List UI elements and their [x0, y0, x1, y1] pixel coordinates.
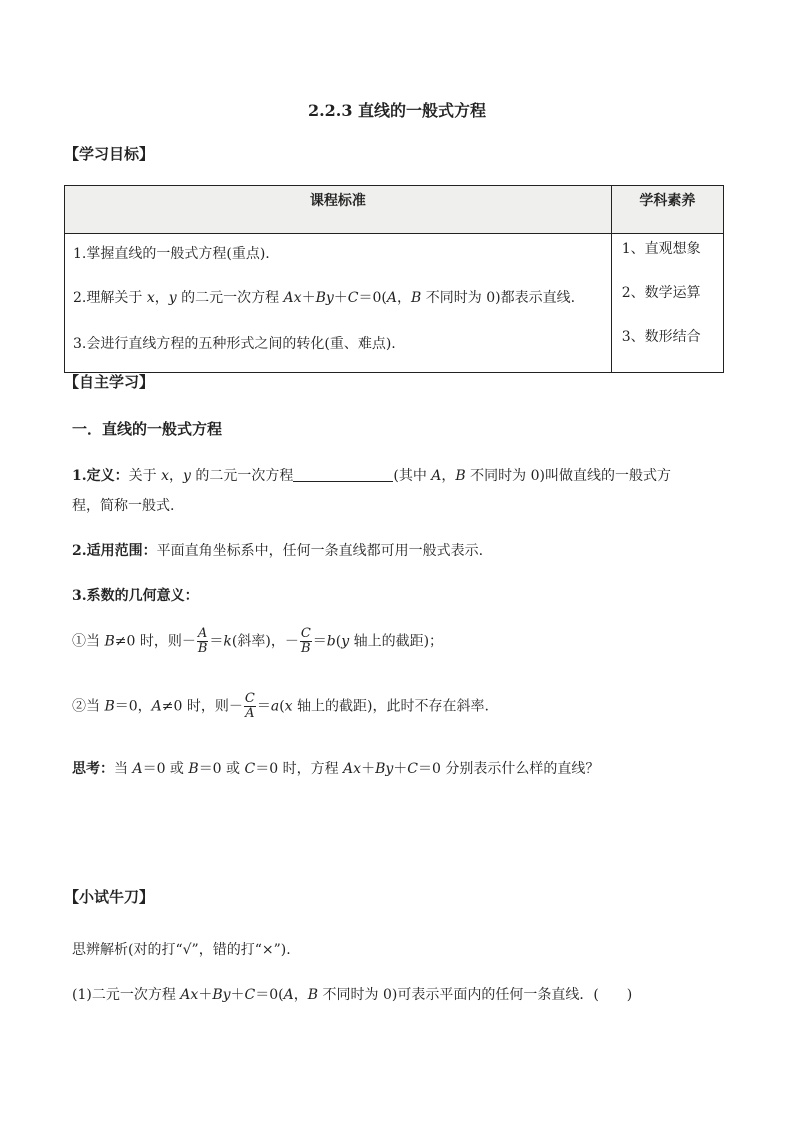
var-x: x — [353, 761, 362, 777]
judge-instruction: 思辨解析(对的打“√”，错的打“×”). — [72, 942, 291, 958]
var-A: A — [151, 698, 162, 715]
var-y: y — [182, 468, 191, 484]
var-C: C — [407, 761, 418, 777]
text-run: 轴上的截距)，此时不存在斜率. — [292, 698, 489, 715]
text-run: ①当 — [72, 633, 105, 650]
section-self-study: 【自主学习】 — [64, 373, 155, 391]
var-A: A — [431, 468, 442, 484]
var-C: C — [244, 987, 256, 1003]
page-title: 2.2.3 直线的一般式方程 — [307, 101, 487, 120]
definition-line-2: 程，简称一般式. — [72, 498, 175, 514]
text-run: ＝0， — [114, 698, 152, 715]
denominator: B — [301, 641, 311, 656]
text-run: ＋ — [361, 761, 376, 777]
literacy-2: 2、数学运算 — [621, 285, 701, 301]
text-run: ＝ — [209, 633, 224, 650]
var-A: A — [283, 290, 294, 306]
var-B: B — [315, 290, 326, 306]
scope-label: 2.适用范围： — [72, 543, 157, 559]
text-run: ( — [335, 633, 342, 650]
literacy-3: 3、数形结合 — [621, 329, 701, 345]
var-x: x — [146, 290, 155, 306]
var-B: B — [375, 761, 386, 777]
standards-cell — [65, 234, 612, 373]
text-run: ， — [397, 290, 412, 306]
var-k: k — [223, 633, 232, 650]
text-run: ＝0 或 — [198, 761, 245, 777]
text-run: (斜率)，－ — [231, 633, 299, 650]
text-run: ， — [293, 987, 308, 1003]
literacy-1: 1、直观想象 — [621, 241, 701, 257]
var-y: y — [385, 761, 394, 777]
text-run: 的二元一次方程 — [190, 468, 294, 484]
text-run: ＝ — [256, 698, 271, 715]
numerator: A — [197, 626, 208, 641]
definition-line-1 — [72, 465, 671, 485]
text-run: ， — [441, 468, 456, 484]
text-run: ≠0 时，则－ — [114, 633, 196, 650]
denominator: A — [245, 706, 255, 721]
var-B: B — [104, 633, 115, 650]
var-A: A — [283, 987, 294, 1003]
var-x: x — [284, 698, 293, 715]
scope-line — [72, 540, 483, 560]
var-x: x — [161, 468, 169, 484]
text-run: 的二元一次方程 — [176, 290, 284, 306]
var-B: B — [188, 761, 199, 777]
var-y: y — [325, 290, 334, 306]
var-C: C — [244, 761, 256, 777]
var-B: B — [411, 290, 422, 306]
var-y: y — [341, 633, 350, 650]
definition-label: 1.定义： — [72, 468, 129, 484]
var-y: y — [222, 987, 231, 1003]
section-objectives: 【学习目标】 — [64, 145, 155, 163]
var-x: x — [190, 987, 199, 1003]
header-standard: 课程标准 — [65, 186, 612, 234]
var-A: A — [180, 987, 191, 1003]
var-B: B — [104, 698, 115, 715]
literacy-cell — [611, 234, 723, 373]
var-B: B — [455, 468, 466, 484]
text-run: ＝0 分别表示什么样的直线？ — [418, 761, 600, 777]
case-2 — [72, 692, 489, 721]
text-run: ＝0( — [358, 290, 387, 306]
text-run: ＝ — [312, 633, 327, 650]
denominator: B — [197, 641, 208, 656]
text-run: ( — [279, 698, 285, 715]
text-run: 轴上的截距)； — [349, 633, 444, 650]
fraction-A-over-B — [197, 627, 209, 656]
var-C: C — [347, 290, 359, 306]
text-run: (1)二元一次方程 — [72, 987, 181, 1003]
var-x: x — [293, 290, 302, 306]
think-question — [72, 758, 599, 778]
text-run: 不同时为 0)叫做直线的一般式方 — [465, 468, 671, 484]
fill-blank[interactable] — [293, 467, 393, 482]
standard-2 — [73, 287, 575, 307]
text-run: 2.理解关于 — [73, 290, 147, 306]
text-run: ＝0 或 — [142, 761, 189, 777]
numerator: C — [244, 691, 255, 706]
section-practice: 【小试牛刀】 — [64, 888, 155, 906]
text-run: ＋ — [301, 290, 316, 306]
text-run: ②当 — [72, 698, 105, 715]
numerator: C — [300, 626, 311, 641]
text-run: 不同时为 0)都表示直线. — [421, 290, 576, 306]
text-run: 当 — [114, 761, 133, 777]
var-A: A — [386, 290, 398, 306]
header-literacy: 学科素养 — [611, 186, 723, 234]
var-A: A — [343, 761, 354, 777]
text-run: ， — [168, 468, 183, 484]
think-label: 思考： — [72, 761, 114, 777]
var-B: B — [307, 987, 319, 1003]
standard-1: 1.掌握直线的一般式方程(重点). — [73, 246, 270, 262]
var-a: a — [270, 698, 280, 715]
fraction-C-over-A — [244, 692, 256, 721]
heading-general-form: 一．直线的一般式方程 — [72, 420, 223, 438]
text-run: ≠0 时，则－ — [161, 698, 243, 715]
var-b: b — [326, 633, 336, 650]
text-run: ＝0( — [255, 987, 284, 1003]
text-run: 关于 — [128, 468, 162, 484]
case-1 — [72, 627, 443, 656]
text-run: 不同时为 0)可表示平面内的任何一条直线．( ) — [318, 987, 633, 1003]
text-run: ＋ — [230, 987, 245, 1003]
var-y: y — [168, 290, 177, 306]
scope-text: 平面直角坐标系中，任何一条直线都可用一般式表示. — [156, 543, 484, 559]
text-run: ＋ — [198, 987, 213, 1003]
objectives-table — [64, 185, 724, 373]
question-1 — [72, 984, 632, 1004]
text-run: (其中 — [393, 468, 432, 484]
geometric-meaning-label: 3.系数的几何意义： — [72, 588, 199, 604]
text-run: ， — [154, 290, 169, 306]
text-run: ＋ — [393, 761, 408, 777]
var-B: B — [212, 987, 223, 1003]
fraction-C-over-B — [300, 627, 312, 656]
var-A: A — [132, 761, 143, 777]
text-run: ＝0 时，方程 — [255, 761, 344, 777]
standard-3: 3.会进行直线方程的五种形式之间的转化(重、难点). — [73, 336, 396, 352]
text-run: ＋ — [333, 290, 348, 306]
